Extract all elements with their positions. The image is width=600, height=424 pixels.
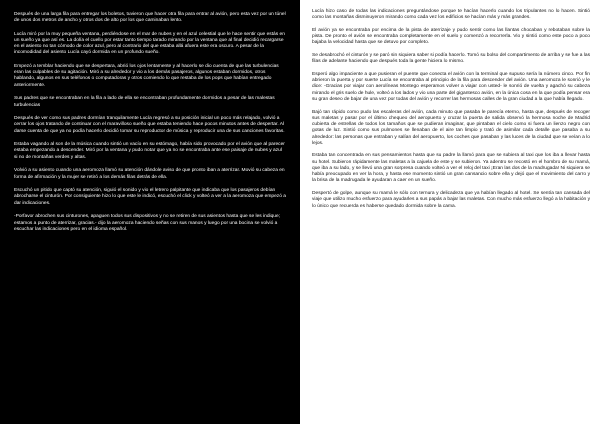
left-paragraph-8: Escuchó un pitido que captó su atención, siguió el sonido y vio el letrero palpitante que indicaba que los pasajeros debían abrocharse el cinturón. Por consiguiente hizo lo que este le indicó, escuchó el click y volteó a ver a la aeromoza que empezó a dar indicaciones. xyxy=(14,188,286,206)
left-paragraph-4: Sus padres que se encontraban en la fila a lado de ella se encontraban profundamente dormidos a pesar de las malestas turbulencias xyxy=(14,96,275,108)
left-paragraph-2: Lucía miró por la muy pequeña ventana, perdiéndose en el mar de nubes y en el azul celestial que le hace sentir que estás en un sueño ya que así es. La dolía el cuello por estar tanto tiempo tarado mirando por la ventana que al final decidió recargarse en el asiento no tan cómodo de color azul, pero al contrario del que estaba allá afuera este era oscuro. A pesar de la incomodidad del asiento Lucía cayó dormida en un profundo sueño. xyxy=(14,31,285,56)
left-paragraph-9: -Porfavor abrochen sus cinturones, apaguen todos sus dispositivos y no se retiren de sus asientos hasta que se les indique; estamos a punto de aterrizar, gracias.- dijo la aeromoza haciendo señas con sus manos y luego por una bocina se volvió a escuchar las indicaciones pero en el idioma español. xyxy=(14,214,281,232)
right-paragraph-5: Bajó tan rápido como pudo las escaleras del avión, cada minuto que pasaba le parecía eterno, hasta que, después de recoger sus maletas y pasar por el último chequeo del aeropuerto y cruzar la puerta de salida observó la hermosa noche de Madrid cubierta de estrellas de todos los tamaños que se pudieran imaginar, que pintaban el cielo como si fuera un lienzo negro con gotas de luz. Sintió como sus pulmones se llenaban de el aire tan limpio y trató de asimilar cada detalle que pasaba a su alrededor: las personas que entraban y salían del aeropuerto, los coches que pasaban y las luces de la ciudad que se veían a lo lejos. xyxy=(312,109,590,146)
left-paragraph-7: Volvió a su asiento cuando una aeromoza llamó su atención dándole aviso de que pronto iban a aterrizar. Movió su cabeza en forma de afirmación y la mujer se retiró a los demás filas detrás de ella. xyxy=(14,168,285,180)
left-paragraph-1: Después de una larga fila para entregar los boletos, tuvieron que hacer otra fila para entrar al avión, pero esta vez por un túnel de unos dos metros de ancho y otros dos de alto por los que caminaban lento. xyxy=(14,12,286,24)
right-paragraph-1: Lucía hizo caso de todas las indicaciones preguntándose porque te hacían hacerlo cuando los tripulantes no lo hacen. Sintió como las montañas disminuyeron mirando como cada vez los edificios se hacían más y más grandes. xyxy=(312,9,590,21)
right-paragraph-2: El avión ya se encontraba por encima de la pista de aterrizaje y pudo sentir como las llantas chocaban y rebotaban sobre la pista. De pronto el avión se encontraba completamente en el suelo y comenzó a recorrerla. Vio y sintió como este poco a poco bajaba la velocidad hasta que se detuvo por completo. xyxy=(312,27,590,46)
right-paragraph-3: Se desabrochó el cinturón y se paró sin siquiera saber si podía hacerlo. Tomó su bolso del compartimento de arriba y se fue a las filas de adelante haciendo que después toda la gente hiciera lo mismo. xyxy=(312,53,590,65)
left-paragraph-5: Después de ver como sus padres dormían tranquilamente Lucía regresó a su posición inicial un poco más relajado, volvió a cerrar los ojos tratando de continuar con el maravilloso sueño que estaba teniendo hace pocos minutos antes de despertar. Al darse cuenta de que ya no podía hacerlo decidió tomar su reproductor de música y reproducir una de sus canciones favoritas. xyxy=(14,116,285,134)
right-page xyxy=(300,0,600,424)
left-paragraph-6: Estaba vagando al son de la música cuando sintió un vacío en su estómago, había sido provocado por el avión que al parecer estaba empezando a descender. Miró por la ventana y pudo notar que ya no se encontraba ante ese paisaje de nubes y azul si no de montañas verdes y altas. xyxy=(14,142,285,160)
right-paragraph-7: Despertó de golpe, aunque su mamá le sólo con ternura y delicadeza que ya habían llegado al hotel. Se sentía tan cansada del viaje que utilizo mucho esfuerzo para ayudarles a sus papás a bajar las maletas. Con mucho más esfuerzo llegó a la habitación y lo único que recuerda es haberse quedado dormida sobre la cama. xyxy=(312,191,590,209)
right-paragraph-6: Estaba tan concentrada en sus pensamientos hasta que su padre la llamó para que se subiera al taxi que los iba a llevar hasta su hotel. Subieron rápidamente las maletas a la cajuela de este y se subieron. Ya adentro se recostó en el hombro de su mamá, que iba a su lado, y se llevó una gran sorpresa cuando volteó a ver el reloj del taxi ¡Eran las dos de la madrugada! Ni siquiera se había preocupado en ver la hora, y hasta ese momento sintió un gran cansancio sobre ella y dejó que el movimiento del carro y la brisa de la madrugada le ayudaran a caer en un sueño. xyxy=(312,153,590,184)
right-paragraph-4: Esperó algo impaciente a que pusieran el puente que conecta el avión con la terminal que supuso sería la número cinco. Por fin abrieron la puerta y por suerte Lucía se encontraba al principio de la fila para descender del avión. Una aeromoza le sonrió y le dice: -Gracias por viajar con aerolíneas Montego esperamos volver a viajar con usted- le sonrió de vuelta y agachó su cabeza mirando el gris suelo de hule, volteó a los lados y vio una parte del gigantesco avión, en la única cosa en la que podía pensar era su gran deseo de bajar de una vez por todas del avión y recorrer las hermosas calles de la gran ciudad a la que había llegado. xyxy=(312,71,590,102)
left-paragraph-3: Empezó a temblar haciendo que se despertara, abrió los ojos lentamente y al hacerlo se dio cuenta de que las turbulencias eran las culpables de su agitación. Miró a su alrededor y vio a los demás pasajeros, algunos estaban dormidos, otros hablando, algunos en sus teléfonos o computadoras y otros comiendo lo que restaba de los pops que habían entregado anteriormente. xyxy=(14,64,279,88)
